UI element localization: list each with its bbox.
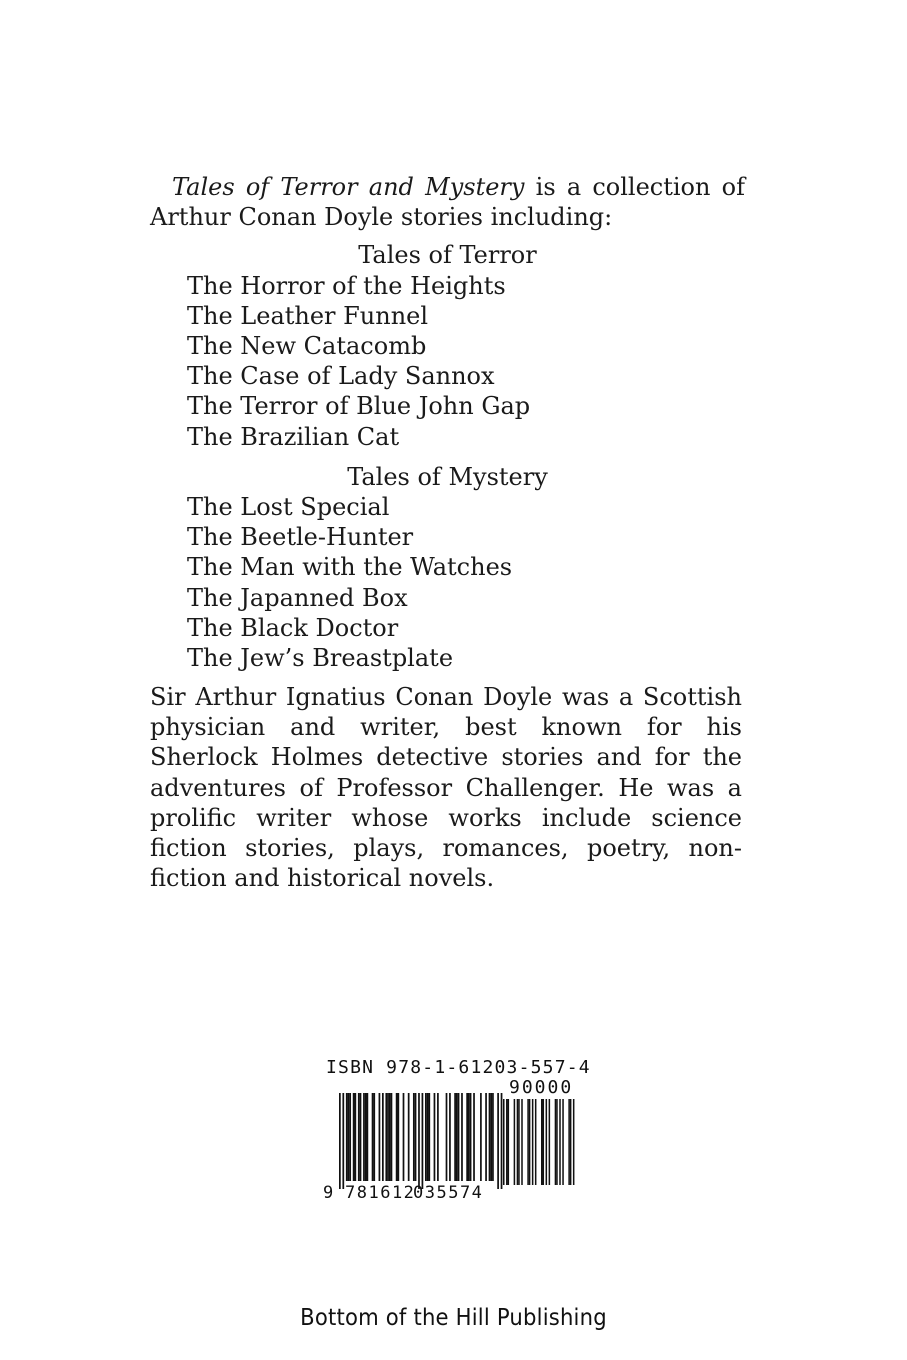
barcode-bar (413, 1093, 415, 1181)
barcode-bar (349, 1093, 351, 1181)
addon-bar (543, 1099, 545, 1185)
barcode-bar (501, 1093, 503, 1189)
price-code: 90000 (509, 1077, 574, 1098)
book-title: Tales of Terror and Mystery (172, 173, 525, 201)
barcode-bar (396, 1093, 398, 1181)
story-contents (150, 172, 745, 673)
barcode-bar (492, 1093, 494, 1181)
barcode-bar (490, 1093, 492, 1181)
addon-bar (568, 1099, 570, 1185)
list-item: The Jew’s Breastplate (187, 644, 454, 673)
list-item: The Beetle-Hunter (187, 523, 414, 552)
barcode-bar (373, 1093, 375, 1181)
barcode-bar (372, 1093, 374, 1181)
ean-first-digit: 9 (323, 1183, 334, 1203)
barcode-bar (403, 1093, 405, 1181)
section-heading-terror: Tales of Terror (358, 241, 537, 270)
barcode-bar (348, 1093, 350, 1181)
barcode-bar (382, 1093, 384, 1181)
addon-bar (503, 1099, 505, 1185)
list-item: The Man with the Watches (187, 553, 513, 582)
barcode-bar (346, 1093, 348, 1181)
addon-bar (573, 1099, 575, 1185)
addon-bar (529, 1099, 531, 1185)
barcode-bar (428, 1093, 430, 1181)
barcode-bar (466, 1093, 468, 1181)
addon-bar (549, 1099, 551, 1185)
barcode-bar (391, 1093, 393, 1181)
isbn-barcode (323, 1055, 591, 1210)
barcode-bar (458, 1093, 460, 1181)
author-bio: Sir Arthur Ignatius Conan Doyle was a Scottish physician and writer, best known for his Sherlock Holmes detective stories and for the adventures of Professor Challenger. He was a prolific writer whose works include science fiction stories, plays, romances, poetry, non-fiction and historical novels. (150, 683, 742, 893)
addon-bar (508, 1099, 510, 1185)
barcode-bar (360, 1093, 362, 1181)
barcode-bar (437, 1093, 439, 1181)
barcode-bar (339, 1093, 341, 1189)
barcode-bar (434, 1093, 436, 1181)
intro-paragraph (150, 172, 745, 232)
barcode-bar (461, 1093, 463, 1181)
list-item: The Horror of the Heights (187, 271, 506, 300)
barcode-bar (425, 1093, 427, 1181)
addon-bar (555, 1099, 557, 1185)
addon-bar (532, 1099, 534, 1185)
barcode-bar (379, 1093, 381, 1181)
list-item: The Leather Funnel (187, 301, 429, 330)
ean-left-digits: 781612 (345, 1183, 416, 1203)
addon-bar (521, 1099, 523, 1185)
story-list-mystery (187, 492, 745, 673)
publisher-name: Bottom of the Hill Publishing (300, 1305, 607, 1331)
barcode-bar (422, 1093, 424, 1189)
barcode-bar (367, 1093, 369, 1181)
barcode-bar (353, 1093, 355, 1181)
section-heading-mystery: Tales of Mystery (347, 462, 548, 491)
barcode-bar (354, 1093, 356, 1181)
barcode-bar (427, 1093, 429, 1181)
barcode-bar (365, 1093, 367, 1181)
barcode-bar (387, 1093, 389, 1181)
barcode-bar (446, 1093, 448, 1181)
list-item: The New Catacomb (187, 332, 427, 361)
barcode-bar (468, 1093, 470, 1181)
barcode-bar (470, 1093, 472, 1181)
isbn-label: ISBN 978-1-61203-557-4 (326, 1057, 591, 1078)
barcode-bar (456, 1093, 458, 1181)
intro-text: is a collection of Arthur Conan Doyle stories including: (150, 173, 745, 232)
barcode-bar (397, 1093, 399, 1181)
list-item: The Black Doctor (187, 613, 399, 642)
barcode-bar (449, 1093, 451, 1181)
addon-bar (535, 1099, 537, 1185)
story-list-terror (187, 271, 745, 452)
barcode-bar (385, 1093, 387, 1181)
barcode-bar (389, 1093, 391, 1181)
addon-bar (562, 1099, 564, 1185)
barcode-bar (415, 1093, 417, 1181)
addon-bar (527, 1099, 529, 1185)
addon-bar (517, 1099, 519, 1185)
barcode-bar (473, 1093, 475, 1181)
barcode-bar (358, 1093, 360, 1181)
barcode-bar (418, 1093, 420, 1189)
barcode-bar (408, 1093, 410, 1181)
addon-bar (541, 1099, 543, 1185)
barcode-bar (489, 1093, 491, 1181)
barcode-bar (497, 1093, 499, 1189)
list-item: The Japanned Box (187, 583, 408, 612)
addon-bar (514, 1099, 516, 1185)
barcode-bar (485, 1093, 487, 1181)
addon-bar (506, 1099, 508, 1185)
list-item: The Brazilian Cat (187, 422, 400, 451)
barcode-bar (363, 1093, 365, 1181)
barcode-bar (342, 1093, 344, 1189)
addon-bar (570, 1099, 572, 1185)
list-item: The Case of Lady Sannox (187, 362, 495, 391)
addon-bar (556, 1099, 558, 1185)
addon-bar (546, 1099, 548, 1185)
barcode-bar (480, 1093, 482, 1181)
list-item: The Terror of Blue John Gap (187, 392, 531, 421)
list-item: The Lost Special (187, 493, 390, 522)
barcode-bar (454, 1093, 456, 1181)
ean-right-digits: 035574 (413, 1183, 484, 1203)
addon-bar (518, 1099, 520, 1185)
addon-bar (559, 1099, 561, 1185)
